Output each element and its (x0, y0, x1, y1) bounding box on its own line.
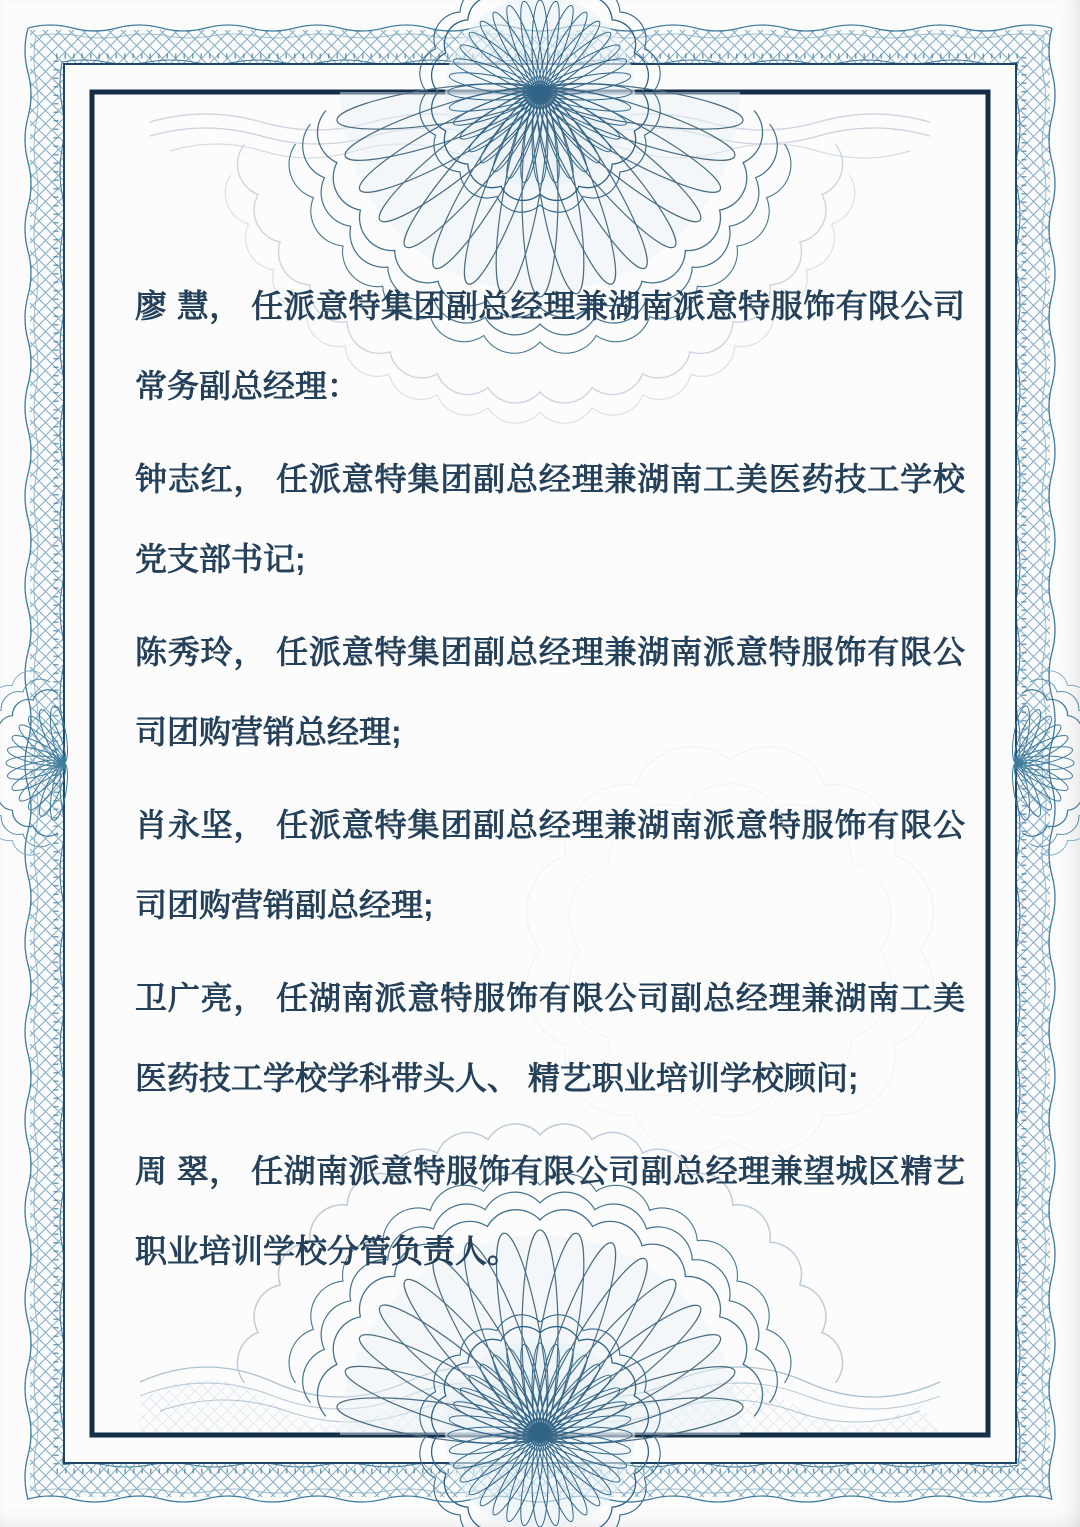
line-body: 任湖南派意特服饰有限公司副总经理兼望城区精艺 (251, 1153, 965, 1189)
person-name: 廖 慧， (135, 288, 252, 324)
person-name: 钟志红， (135, 461, 277, 497)
line-body: 任派意特集团副总经理兼湖南派意特服饰有限公 (276, 634, 965, 670)
person-name: 陈秀玲， (135, 634, 277, 670)
line-body: 任湖南派意特服饰有限公司副总经理兼湖南工美 (276, 980, 965, 1016)
line-body: 任派意特集团副总经理兼湖南派意特服饰有限公司 (251, 288, 965, 324)
line-body: 医药技工学校学科带头人、 精艺职业培训学校顾问; (135, 1060, 859, 1096)
line-body: 任派意特集团副总经理兼湖南工美医药技工学校 (276, 461, 965, 497)
line-body: 司团购营销副总经理; (135, 887, 434, 923)
text-line (135, 692, 965, 772)
text-line (135, 1211, 965, 1291)
line-body: 任派意特集团副总经理兼湖南派意特服饰有限公 (276, 807, 965, 843)
person-name: 肖永坚， (135, 807, 277, 843)
text-line (135, 266, 965, 346)
line-body: 职业培训学校分管负责人。 (135, 1233, 520, 1269)
text-line (135, 439, 965, 519)
text-line (135, 785, 965, 865)
text-line (135, 1131, 965, 1211)
line-body: 党支部书记; (135, 541, 306, 577)
person-name: 卫广亮， (135, 980, 277, 1016)
text-line (135, 346, 965, 426)
appointment-text (135, 266, 965, 1291)
text-line (135, 612, 965, 692)
text-line (135, 519, 965, 599)
line-body: 司团购营销总经理; (135, 714, 402, 750)
text-line (135, 1038, 965, 1118)
text-line (135, 958, 965, 1038)
text-line (135, 865, 965, 945)
line-body: 常务副总经理： (135, 368, 360, 404)
person-name: 周 翠， (135, 1153, 252, 1189)
